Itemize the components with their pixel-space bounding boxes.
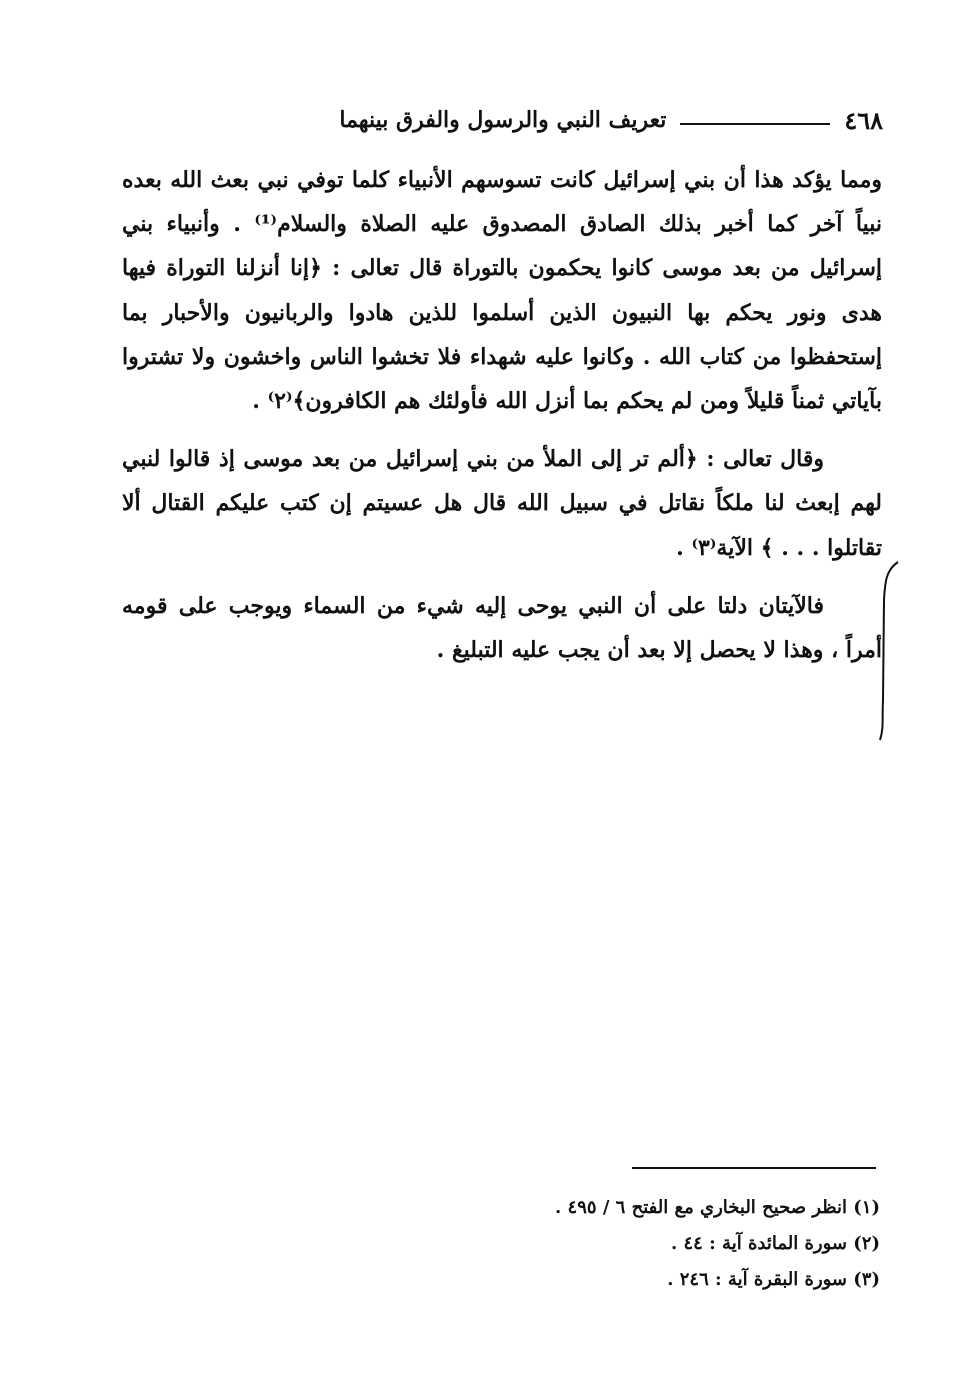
- running-header: [120, 100, 883, 140]
- header-rule: [680, 123, 830, 125]
- bracket-mark-icon: [876, 560, 906, 742]
- footnote-2: (٢) سورة المائدة آية : ٤٤ .: [670, 1233, 880, 1254]
- main-text: [122, 158, 882, 686]
- footnote-rule: [632, 1167, 876, 1169]
- paragraph-1: ومما يؤكد هذا أن بني إسرائيل كانت تسوسهم الأنبياء كلما توفي نبي بعث الله بعده نبياً آخر كما أخبر بذلك الصادق المصدوق عليه الصلاة والسلام⁽¹⁾ . وأنبياء بني إسرائيل من بعد موسى كانوا يحكمون بالتوراة قال تعالى : ﴿إنا أنزلنا التوراة فيها هدى ونور يحكم بها النبيون الذين أسلموا للذين هادوا والربانيون والأحبار بما إستحفظوا من كتاب الله . وكانوا عليه شهداء فلا تخشوا الناس واخشون ولا تشتروا بآياتي ثمناً قليلاً ومن لم يحكم بما أنزل الله فأولئك هم الكافرون﴾⁽٢⁾ .: [122, 167, 882, 415]
- footnotes: [420, 1190, 880, 1298]
- running-title: تعريف النبي والرسول والفرق بينهما: [339, 107, 667, 133]
- paragraph-3: فالآيتان دلتا على أن النبي يوحى إليه شيء من السماء ويوجب على قومه أمراً ، وهذا لا يحصل إلا بعد أن يجب عليه التبليغ .: [122, 592, 882, 664]
- footnote-3: (٣) سورة البقرة آية : ٢٤٦ .: [667, 1269, 880, 1290]
- paragraph-2: وقال تعالى : ﴿ألم تر إلى الملأ من بني إسرائيل من بعد موسى إذ قالوا لنبي لهم إبعث لنا ملكاً نقاتل في سبيل الله قال هل عسيتم إن كتب عليكم القتال ألا تقاتلوا . . . ﴾ الآية⁽٣⁾ .: [122, 446, 882, 561]
- page-number: ٤٦٨: [844, 105, 883, 135]
- footnote-1: (١) انظر صحيح البخاري مع الفتح ٦ / ٤٩٥ .: [555, 1197, 880, 1218]
